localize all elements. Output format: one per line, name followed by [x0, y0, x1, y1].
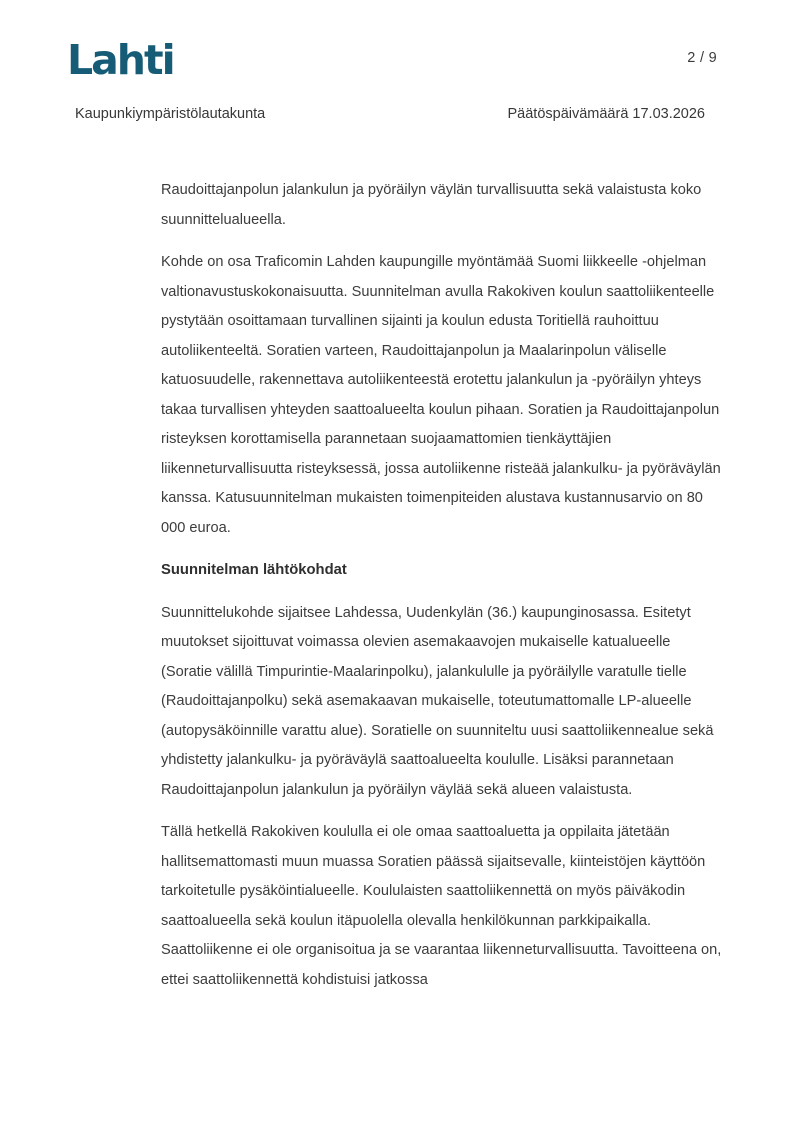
section-heading-plan-basis: Suunnitelman lähtökohdat — [161, 562, 347, 578]
document-header — [75, 106, 705, 122]
document-body — [161, 176, 724, 1008]
header-decision-date: Päätöspäivämäärä 17.03.2026 — [507, 106, 705, 122]
paragraph-intro: Raudoittajanpolun jalankulun ja pyöräilyn väylän turvallisuutta sekä valaistusta koko suunnittelualueella. — [161, 182, 702, 228]
lahti-logo: Lahti — [67, 36, 174, 84]
header-committee-name: Kaupunkiympäristölautakunta — [75, 106, 266, 122]
paragraph-location-zoning: Suunnittelukohde sijaitsee Lahdessa, Uudenkylän (36.) kaupunginosassa. Esitetyt muutokset sijoittuvat voimassa olevien asemakaavojen mukaiselle katualueelle (Soratie välillä Timpurintie-Maalarinpolku), jalankululle ja pyöräilylle varatulle tielle (Raudoittajanpolku) sekä asemakaavan mukaiselle, toteutumattomalle LP-alueelle (autopysäköinnille varattu alue). Soratielle on suunniteltu uusi saattoliikennealue sekä yhdistetty jalankulku- ja pyöräväylä saattoalueelta koululle. Lisäksi parannetaan Raudoittajanpolun jalankulun ja pyöräilyn väylää sekä alueen valaistusta. — [161, 604, 714, 798]
paragraph-current-state: Tällä hetkellä Rakokiven koululla ei ole omaa saattoaluetta ja oppilaita jätetään hallitsemattomasti muun muassa Soratien päässä sijaitsevalle, kiinteistöjen käyttöön tarkoitetulle pysäköintialueelle. Koululaisten saattoliikennettä on myös päiväkodin saattoalueella sekä koulun itäpuolella olevalla henkilökunnan parkkipaikalla. Saattoliikenne ei ole organisoitua ja se vaarantaa liikenneturvallisuutta. Tavoitteena on, ettei saattoliikennettä kohdistuisi jatkossa — [161, 824, 722, 988]
paragraph-project-description: Kohde on osa Traficomin Lahden kaupungille myöntämää Suomi liikkeelle -ohjelman valtionavustuskokonaisuutta. Suunnitelman avulla Rakokiven koulun saattoliikenteelle pystytään osoittamaan turvallinen sijainti ja koulun edusta Toritiellä rauhoittuu autoliikenteeltä. Soratien varteen, Raudoittajanpolun ja Maalarinpolun väliselle katuosuudelle, rakennettava autoliikenteestä erotettu jalankulun ja -pyöräilyn yhteys takaa turvallisen yhteyden saattoalueelta koulun pihaan. Soratien ja Raudoittajanpolun risteyksen korottamisella parannetaan suojaamattomien tienkäyttäjien liikenneturvallisuutta risteyksessä, jossa autoliikenne risteää jalankulku- ja pyöräväylän kanssa. Katusuunnitelman mukaisten toimenpiteiden alustava kustannusarvio on 80 000 euroa. — [161, 254, 721, 536]
page-number: 2 / 9 — [687, 50, 717, 66]
